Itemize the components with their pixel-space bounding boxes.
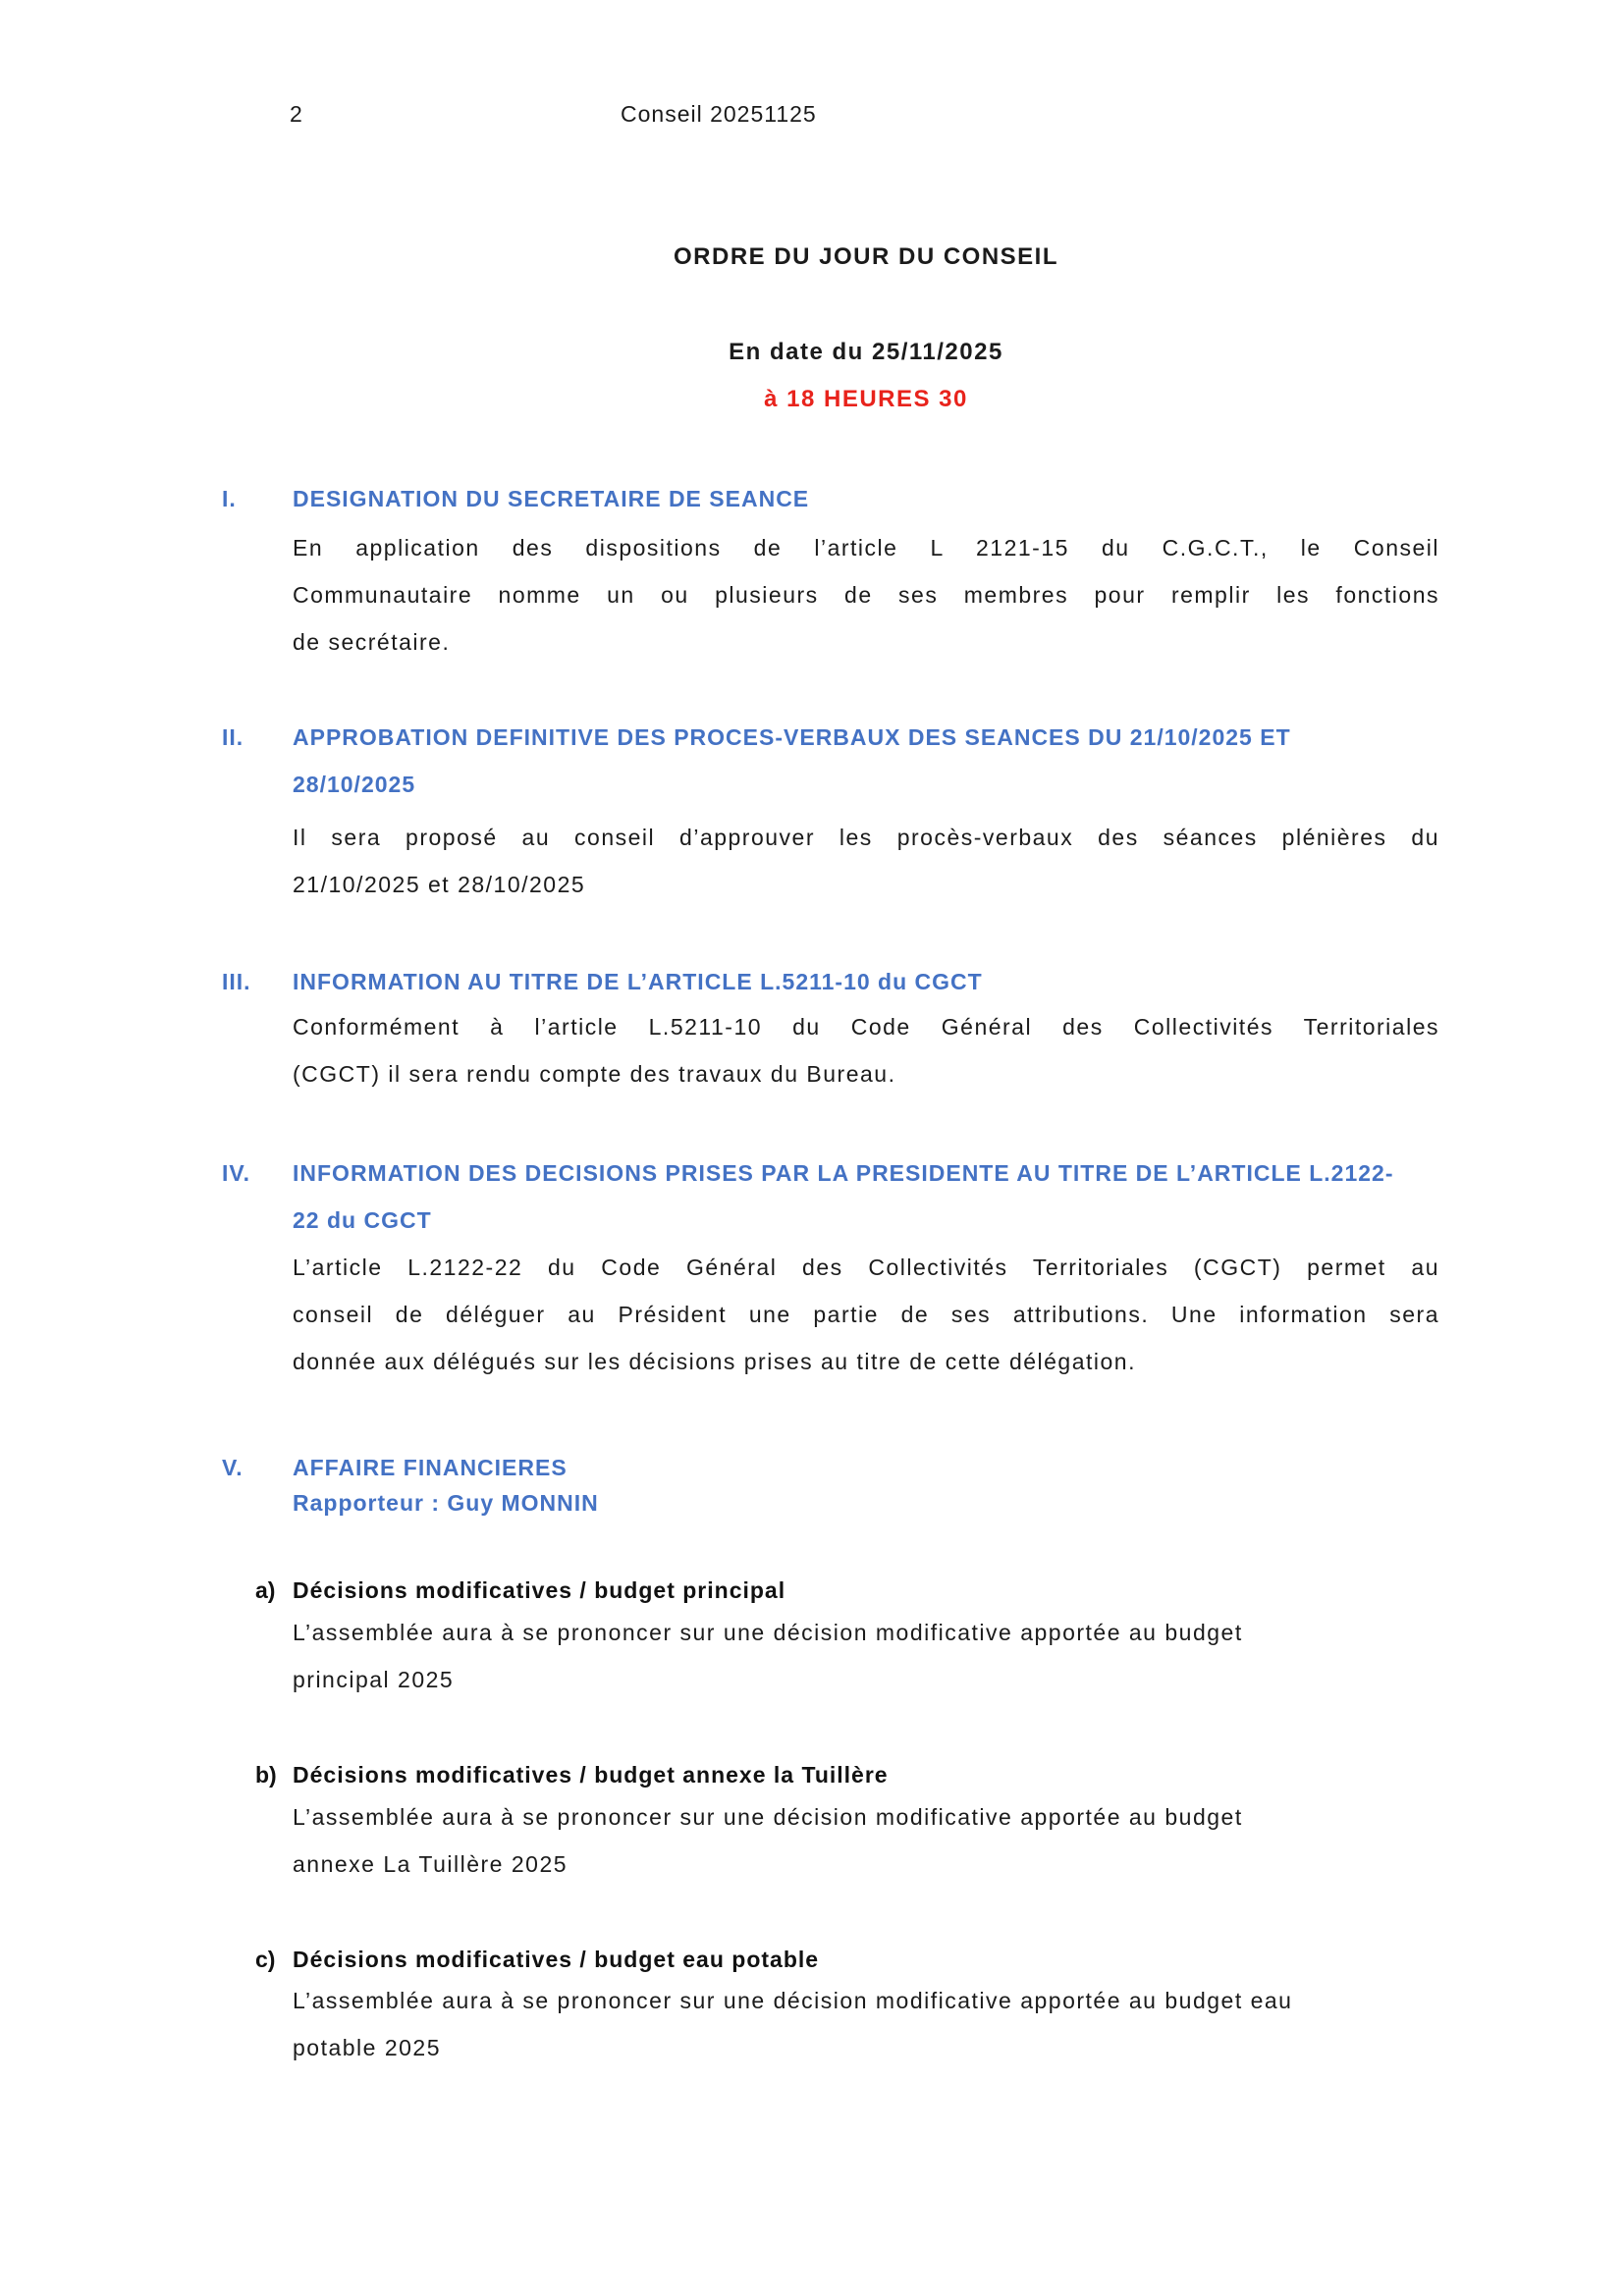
heading-line: AFFAIRE FINANCIERES (293, 1455, 568, 1480)
body-line: (CGCT) il sera rendu compte des travaux du Bureau. (293, 1061, 896, 1087)
body-line: de secrétaire. (293, 629, 451, 655)
heading-line: 28/10/2025 (293, 772, 416, 797)
body-line: donnée aux délégués sur les décisions prises au titre de cette délégation. (293, 1349, 1136, 1374)
body-line: Communautaire nomme un ou plusieurs de ses membres pour remplir les fonctions (293, 582, 1439, 608)
subsection-a-body (293, 1609, 1439, 1703)
section-4-heading (293, 1149, 1598, 1244)
heading-line: INFORMATION AU TITRE DE L’ARTICLE L.5211-10 du CGCT (293, 969, 983, 994)
body-line: En application des dispositions de l’article L 2121-15 du C.G.C.T., le Conseil (293, 535, 1439, 561)
section-2-numeral: II. (222, 724, 244, 750)
subsection-b-body (293, 1793, 1439, 1888)
section-4-numeral: IV. (222, 1160, 251, 1186)
document-title: ORDRE DU JOUR DU CONSEIL (673, 243, 1059, 270)
heading-line: 22 du CGCT (293, 1207, 432, 1233)
subsection-a-letter: a) (255, 1577, 276, 1603)
section-1-heading (293, 475, 1598, 522)
body-line: potable 2025 (293, 2035, 442, 2060)
body-line: conseil de déléguer au Président une partie de ses attributions. Une information sera (293, 1302, 1439, 1327)
body-line: annexe La Tuillère 2025 (293, 1851, 568, 1877)
document-reference: Conseil 20251125 (621, 101, 817, 127)
subsection-c-body (293, 1977, 1439, 2071)
section-3-heading (293, 958, 1598, 1005)
body-line: L’article L.2122-22 du Code Général des Collectivités Territoriales (CGCT) permet au (293, 1255, 1439, 1280)
body-line: L’assemblée aura à se prononcer sur une décision modificative apportée au budget (293, 1804, 1243, 1830)
section-3-body (293, 1003, 1439, 1097)
section-1-body (293, 524, 1439, 666)
heading-line: INFORMATION DES DECISIONS PRISES PAR LA PRESIDENTE AU TITRE DE L’ARTICLE L.2122- (293, 1160, 1394, 1186)
subsection-b-letter: b) (255, 1762, 277, 1788)
section-5-numeral: V. (222, 1455, 244, 1480)
body-line: L’assemblée aura à se prononcer sur une décision modificative apportée au budget eau (293, 1988, 1293, 2013)
body-line: principal 2025 (293, 1667, 455, 1692)
page-number: 2 (290, 101, 303, 127)
heading-line: DESIGNATION DU SECRETAIRE DE SEANCE (293, 486, 810, 511)
subsection-b-heading: Décisions modificatives / budget annexe la Tuillère (293, 1762, 889, 1788)
body-line: Il sera proposé au conseil d’approuver les procès-verbaux des séances plénières du (293, 825, 1439, 850)
body-line: 21/10/2025 et 28/10/2025 (293, 872, 586, 897)
section-3-numeral: III. (222, 969, 251, 994)
section-2-body (293, 814, 1439, 908)
body-line: Conformément à l’article L.5211-10 du Code Général des Collectivités Territoriales (293, 1014, 1439, 1040)
body-line: L’assemblée aura à se prononcer sur une décision modificative apportée au budget (293, 1620, 1243, 1645)
meeting-time: à 18 HEURES 30 (764, 386, 968, 412)
heading-line: APPROBATION DEFINITIVE DES PROCES-VERBAUX DES SEANCES DU 21/10/2025 ET (293, 724, 1291, 750)
section-4-body (293, 1244, 1439, 1385)
meeting-date: En date du 25/11/2025 (729, 339, 1003, 365)
section-2-heading (293, 714, 1598, 808)
section-1-numeral: I. (222, 486, 237, 511)
subsection-a-heading: Décisions modificatives / budget principal (293, 1577, 786, 1603)
section-5-rapporteur: Rapporteur : Guy MONNIN (293, 1490, 599, 1516)
subsection-c-heading: Décisions modificatives / budget eau potable (293, 1947, 820, 1972)
subsection-c-letter: c) (255, 1947, 276, 1972)
